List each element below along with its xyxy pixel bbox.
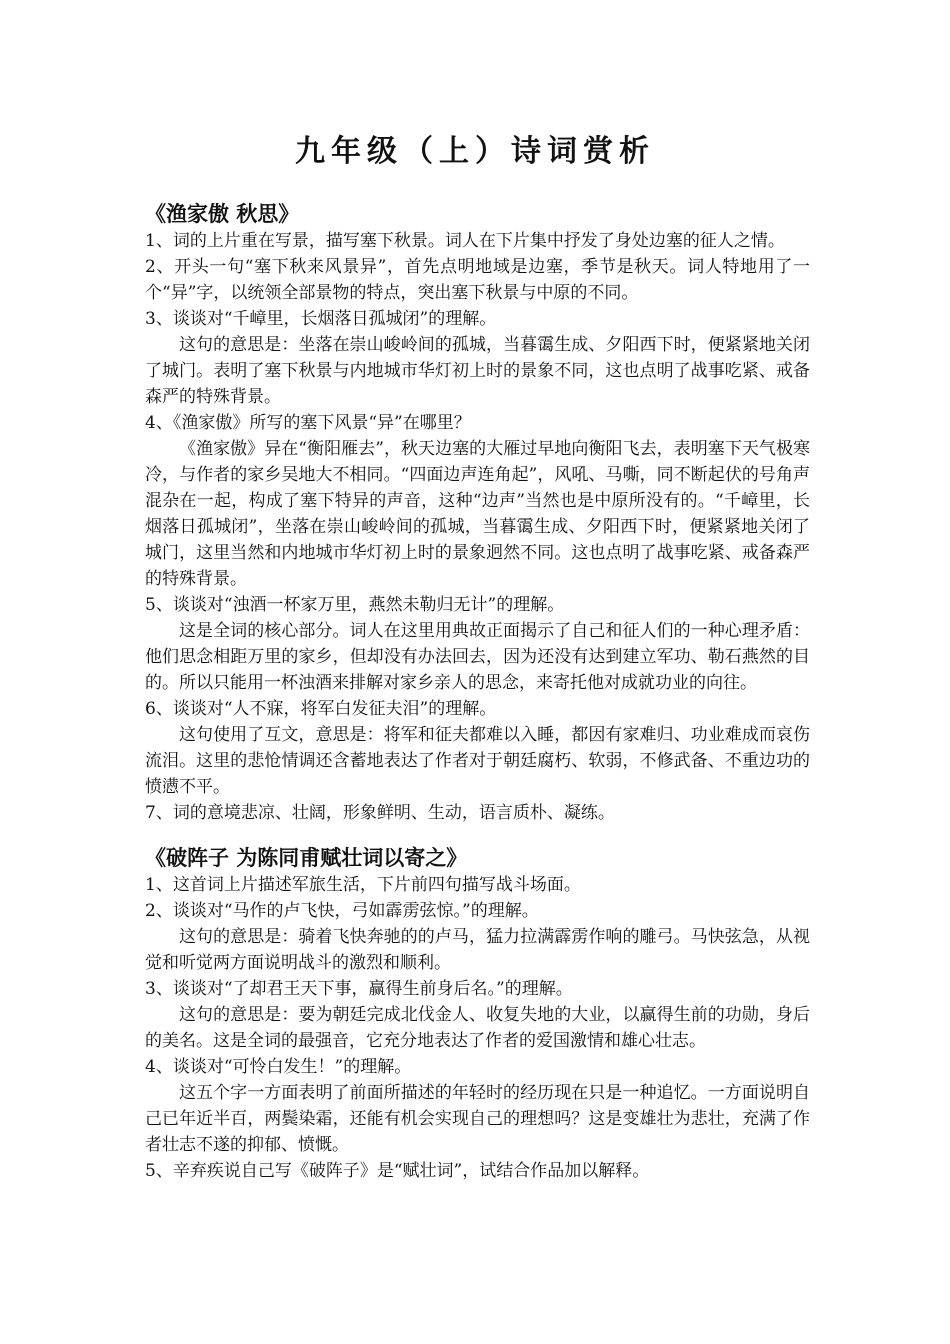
question: 3、谈谈对“千嶂里，长烟落日孤城闭”的理解。: [145, 309, 497, 329]
answer: 这句的意思是：骑着飞快奔驰的的卢马，猛力拉满霹雳作响的雕弓。马快弦急，从视觉和听觉两方面说明战斗的激烈和顺利。: [145, 927, 810, 973]
section-yujiaao: [145, 200, 810, 826]
answer: 这五个字一方面表明了前面所描述的年轻时的经历现在只是一种追忆。一方面说明自己已年近半百，两鬓染霜，还能有机会实现自己的理想吗？这是变雄壮为悲壮，充满了作者壮志不遂的抑郁、愤慨。: [145, 1083, 810, 1155]
paragraph: 2、开头一句“塞下秋来风景异”，首先点明地域是边塞，季节是秋天。词人特地用了一个“异”字，以统领全部景物的特点，突出塞下秋景与中原的不同。: [145, 257, 810, 303]
document-body: [145, 200, 810, 1184]
answer: 这是全词的核心部分。词人在这里用典故正面揭示了自己和征人们的一种心理矛盾：他们思念相距万里的家乡，但却没有办法回去，因为还没有达到建立军功、勒石燕然的目的。所以只能用一杯浊酒来排解对家乡亲人的思念，来寄托他对成就功业的向往。: [145, 621, 810, 693]
answer: 《渔家傲》异在“衡阳雁去”，秋天边塞的大雁过早地向衡阳飞去，表明塞下天气极寒冷，与作者的家乡吴地大不相同。“四面边声连角起”，风吼、马嘶，同不断起伏的号角声混杂在一起，构成了塞下特异的声音，这种“边声”当然也是中原所没有的。“千嶂里，长烟落日孤城闭”，坐落在崇山峻岭间的孤城，当暮霭生成、夕阳西下时，便紧紧地关闭了城门，这里当然和内地城市华灯初上时的景象迥然不同。这也点明了战事吃紧、戒备森严的特殊背景。: [145, 439, 810, 589]
answer: 这句使用了互文，意思是：将军和征夫都难以入睡，都因有家难归、功业难成而哀伤流泪。这里的悲怆情调还含蓄地表达了作者对于朝廷腐朽、软弱，不修武备、不重边功的愤懑不平。: [145, 725, 810, 797]
page-title: 九年级（上）诗词赏析: [295, 134, 655, 169]
question: 4、《渔家傲》所写的塞下风景“异”在哪里？: [145, 413, 471, 433]
question: 5、谈谈对“浊酒一杯家万里，燕然未勒归无计”的理解。: [145, 595, 565, 615]
question: 6、谈谈对“人不寐，将军白发征夫泪”的理解。: [145, 699, 497, 719]
question: 5、辛弃疾说自己写《破阵子》是“赋壮词”，试结合作品加以解释。: [145, 1161, 650, 1181]
section-pozhenzi: [145, 844, 810, 1184]
section-title: 《破阵子 为陈同甫赋壮词以寄之》: [145, 846, 468, 870]
answer: 这句的意思是：坐落在崇山峻岭间的孤城，当暮霭生成、夕阳西下时，便紧紧地关闭了城门。表明了塞下秋景与内地城市华灯初上时的景象不同，这也点明了战事吃紧、戒备森严的特殊背景。: [145, 335, 810, 407]
answer: 这句的意思是：要为朝廷完成北伐金人、收复失地的大业，以赢得生前的功勋，身后的美名。这是全词的最强音，它充分地表达了作者的爱国激情和雄心壮志。: [145, 1005, 810, 1051]
paragraph: 1、词的上片重在写景，描写塞下秋景。词人在下片集中抒发了身处边塞的征人之情。: [145, 231, 785, 251]
question: 3、谈谈对“了却君王天下事，赢得生前身后名。”的理解。: [145, 979, 573, 999]
question: 2、谈谈对“马作的卢飞快，弓如霹雳弦惊。”的理解。: [145, 901, 539, 921]
section-title: 《渔家傲 秋思》: [145, 202, 300, 226]
paragraph: 1、这首词上片描述军旅生活，下片前四句描写战斗场面。: [145, 875, 581, 895]
paragraph: 7、词的意境悲凉、壮阔，形象鲜明、生动，语言质朴、凝练。: [145, 803, 615, 823]
question: 4、谈谈对“可怜白发生！”的理解。: [145, 1057, 412, 1077]
